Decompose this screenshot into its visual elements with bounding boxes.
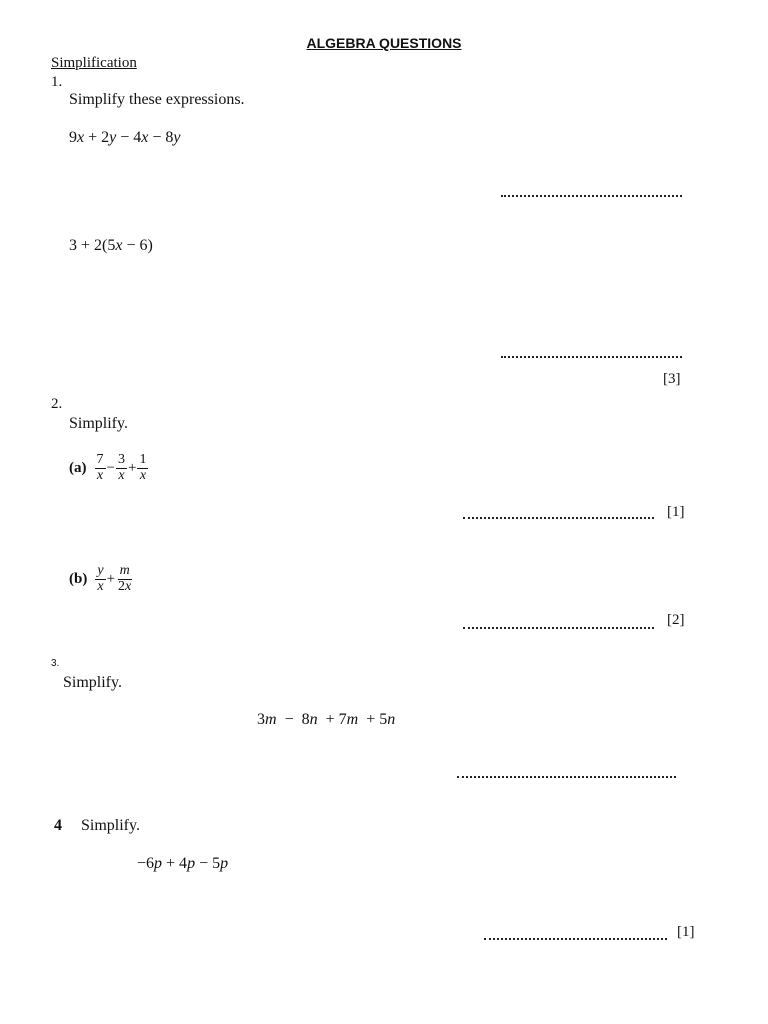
answer-line-2a[interactable] <box>463 517 654 519</box>
question-2a-expression: (a) $\frac{7}{x}$ − $\frac{3}{x}$ + $\frac{1}{x}$ <box>69 452 147 483</box>
question-3-number: 3. <box>51 658 60 669</box>
answer-line-2b[interactable] <box>463 627 654 629</box>
question-4-number: 4 <box>54 817 62 834</box>
answer-line-3[interactable] <box>457 776 676 778</box>
page-title: ALGEBRA QUESTIONS <box>306 35 462 51</box>
question-2a-label: (a) <box>69 459 87 476</box>
question-2-number: 2. <box>51 396 63 412</box>
answer-line-1a[interactable] <box>501 195 682 197</box>
question-1-expression-1: 9x + 2y − 4x − 8y <box>69 129 181 146</box>
answer-line-4[interactable] <box>484 938 667 940</box>
question-3-prompt: Simplify. <box>63 674 122 691</box>
question-1-prompt: Simplify these expressions. <box>69 91 245 108</box>
question-4-marks: [1] <box>677 924 695 940</box>
question-3-expression: 3m − 8n + 7m + 5n <box>257 711 396 728</box>
question-2a-marks: [1] <box>667 504 685 520</box>
question-1-marks: [3] <box>663 371 681 387</box>
question-2b-marks: [2] <box>667 612 685 628</box>
question-1-expression-2: 3 + 2(5x − 6) <box>69 237 153 254</box>
question-2b-expression: (b) $\frac{y}{x}$ + $\frac{m}{2x}$ <box>69 563 132 594</box>
question-4-prompt: Simplify. <box>81 817 140 834</box>
question-4-expression: −6p + 4p − 5p <box>137 855 229 872</box>
answer-line-1b[interactable] <box>501 356 682 358</box>
question-1-number: 1. <box>51 74 63 90</box>
section-heading: Simplification <box>51 55 137 71</box>
question-2b-label: (b) <box>69 570 88 587</box>
question-2-prompt: Simplify. <box>69 415 128 432</box>
